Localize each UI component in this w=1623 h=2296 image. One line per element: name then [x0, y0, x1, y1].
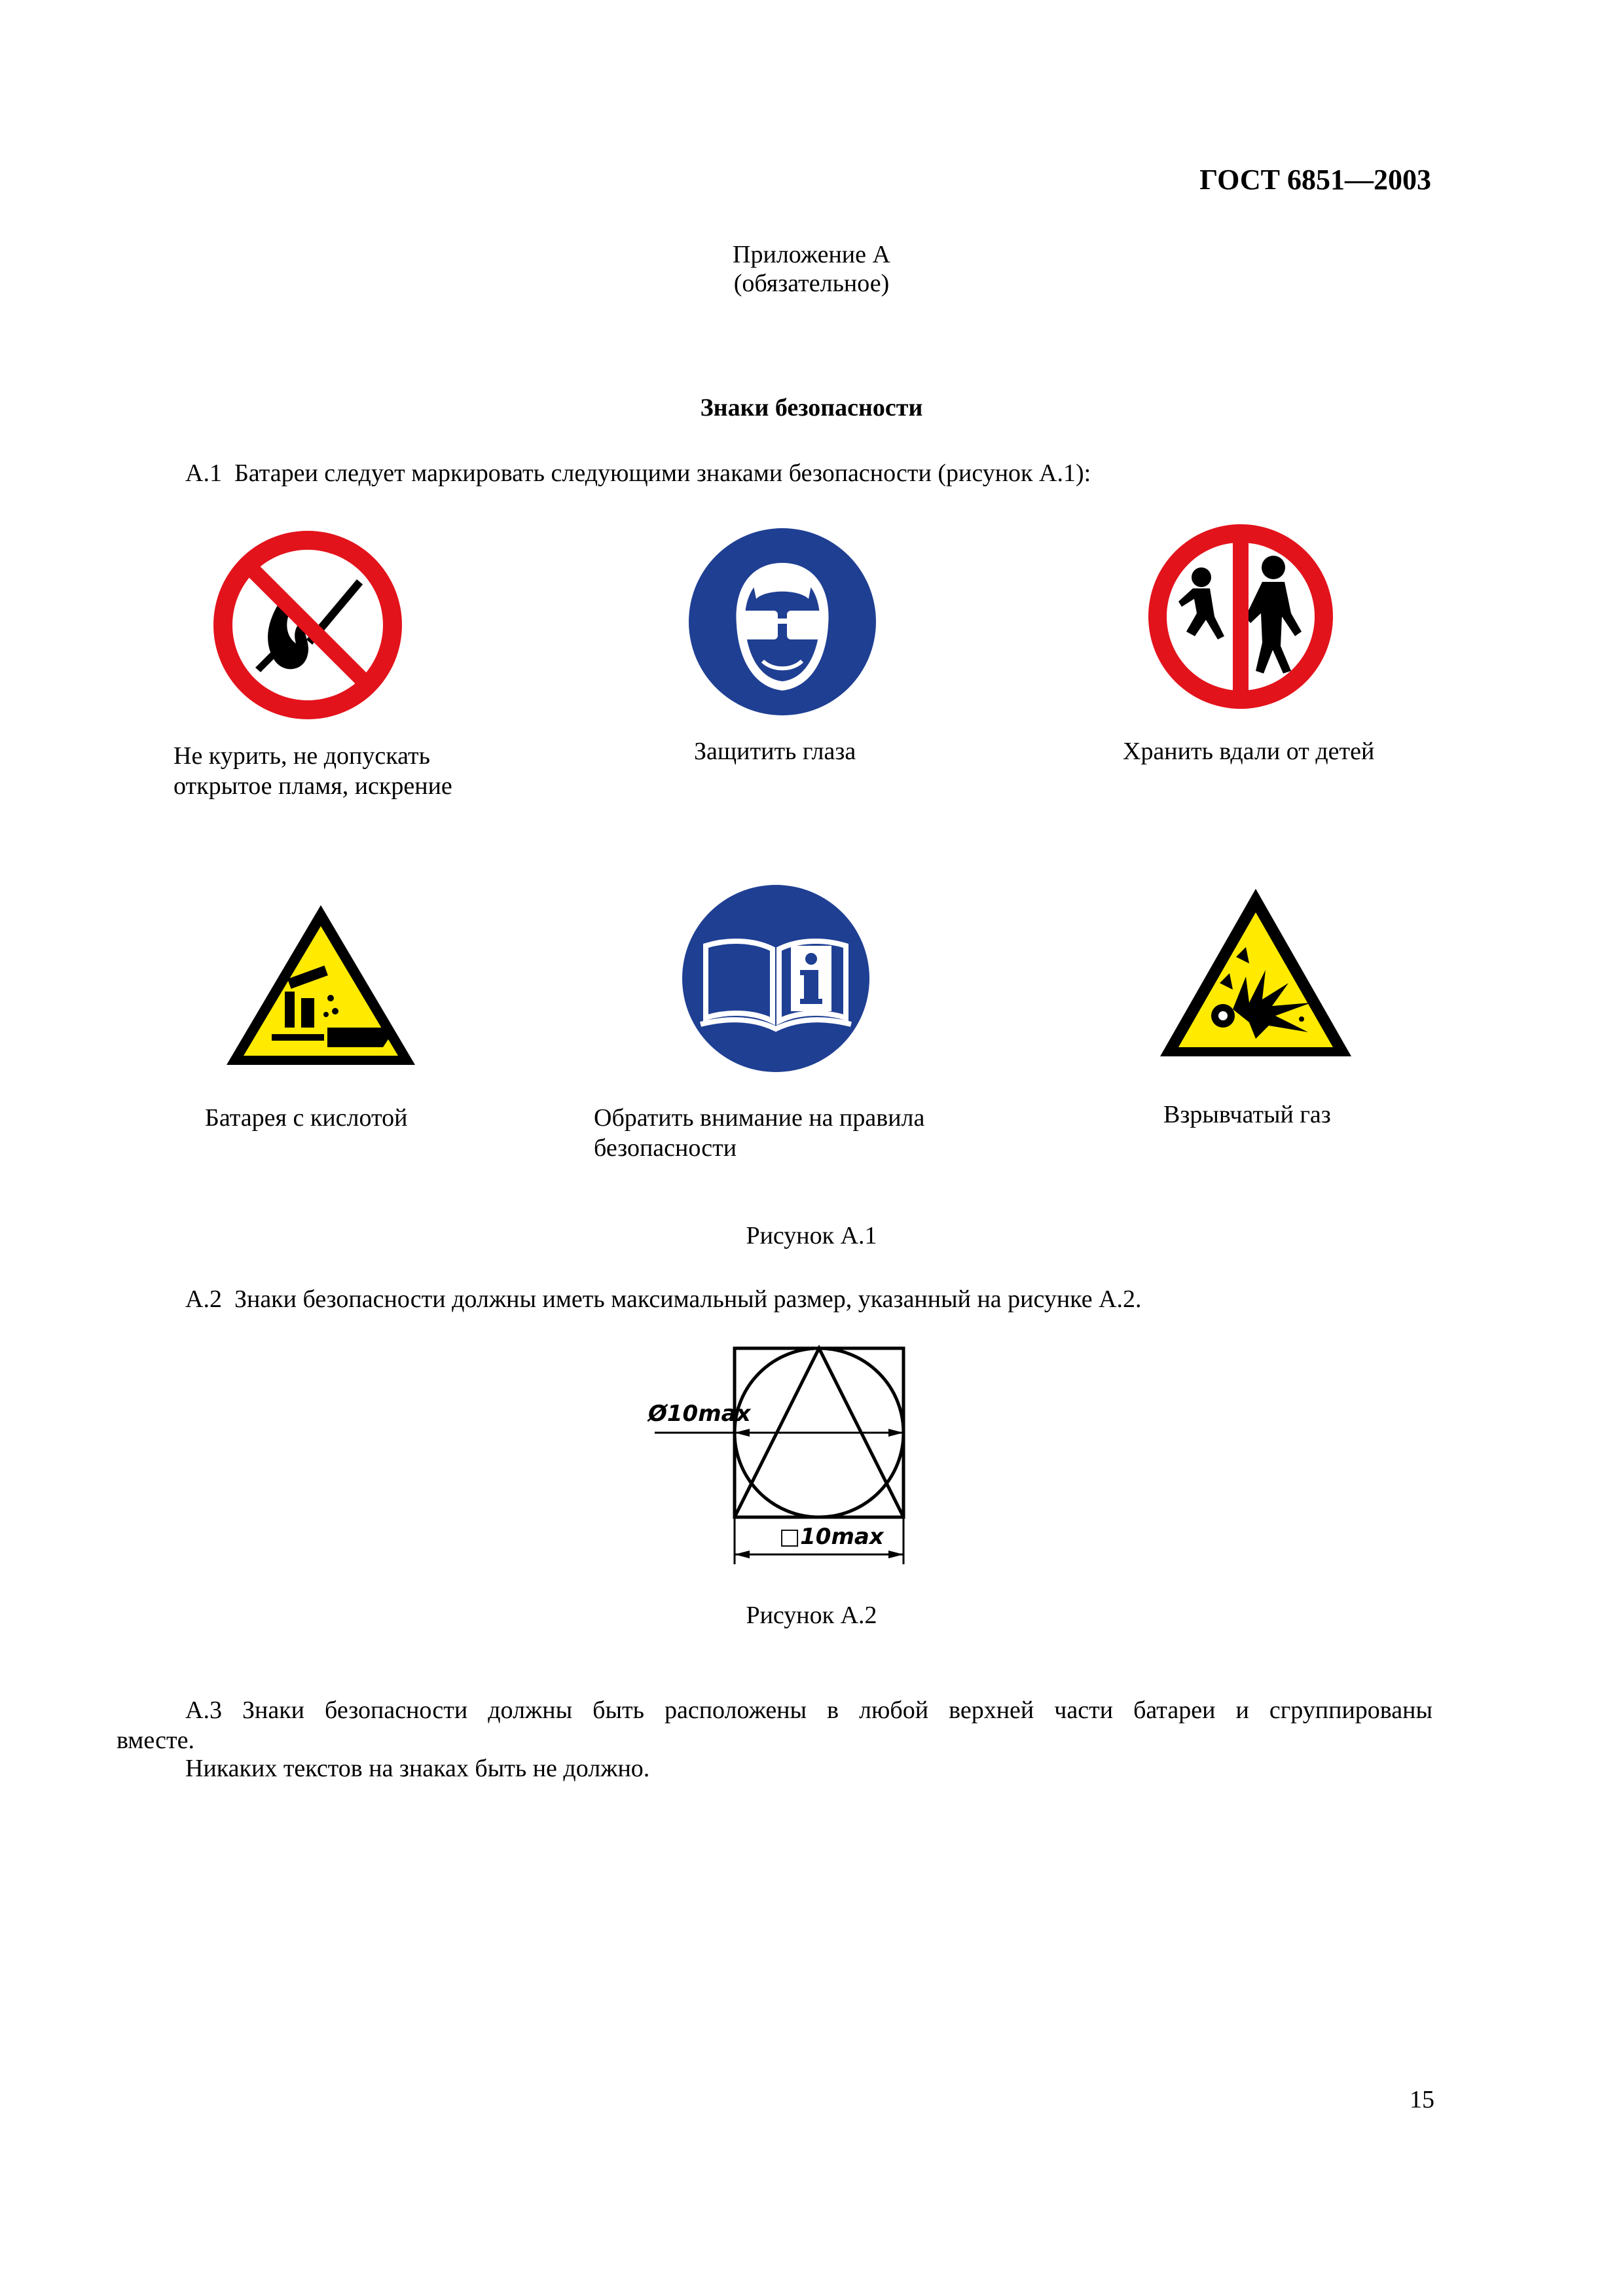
appendix-status: (обязательное): [733, 270, 890, 297]
sign-caption-no-smoking: Не курить, не допускать открытое пламя, искрение: [173, 742, 452, 800]
sign-caption-explosive-gas: Взрывчатый газ: [1163, 1101, 1331, 1128]
explosive-gas-warning-sign-icon: [1158, 885, 1354, 1062]
no-smoking-no-flame-sign-icon: [210, 527, 406, 723]
sign-caption-keep-away-children: Хранить вдали от детей: [1123, 738, 1375, 765]
standard-number: ГОСТ 6851—2003: [1199, 164, 1431, 196]
sign-caption-acid-battery: Батарея с кислотой: [205, 1104, 408, 1132]
sign-caption-read-instructions: Обратить внимание на правила безопасности: [594, 1104, 925, 1162]
side-label: □10max: [779, 1524, 884, 1550]
paragraph-a3-line1: А.3 Знаки безопасности должны быть расположены в любой верхней части батареи и сгруппированы: [185, 1696, 1432, 1724]
figure-a2-caption: Рисунок А.2: [746, 1602, 877, 1629]
paragraph-a3-line2: вместе.: [117, 1727, 194, 1754]
page-number: 15: [1410, 2086, 1434, 2113]
sign-caption-eye-protection: Защитить глаза: [694, 738, 856, 765]
paragraph-a2: А.2 Знаки безопасности должны иметь максимальный размер, указанный на рисунке А.2.: [185, 1285, 1142, 1313]
paragraph-a3-line3: Никаких текстов на знаках быть не должно.: [185, 1755, 650, 1782]
read-instructions-sign-icon: [681, 884, 871, 1073]
paragraph-a1: А.1 Батареи следует маркировать следующими знаками безопасности (рисунок А.1):: [185, 459, 1091, 487]
keep-away-from-children-sign-icon: [1146, 522, 1336, 711]
figure-a1-caption: Рисунок А.1: [746, 1222, 877, 1249]
diameter-label: Ø10max: [648, 1401, 751, 1427]
section-title: Знаки безопасности: [700, 394, 923, 422]
appendix-title: Приложение А: [733, 241, 890, 268]
acid-battery-warning-sign-icon: [223, 900, 419, 1070]
eye-protection-sign-icon: [687, 527, 877, 717]
